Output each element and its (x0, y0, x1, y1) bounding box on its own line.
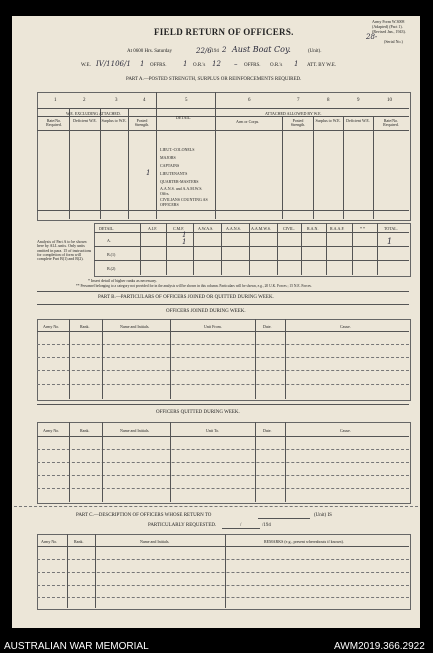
part-a-title: PART A.—POSTED STRENGTH, SURPLUS OR REINFORCEMENTS REQUIRED. (126, 77, 302, 82)
analysis-header: DETAIL. (99, 226, 115, 231)
divider (221, 223, 222, 275)
divider (285, 422, 286, 502)
col-number: 5 (185, 98, 188, 103)
divider (215, 92, 216, 219)
divider (37, 130, 409, 131)
footer-source: AUSTRALIAN WAR MEMORIAL (4, 641, 149, 652)
quitted-header: Rank. (80, 428, 90, 433)
quitted-header: Army No. (43, 428, 60, 433)
serial-label: (Serial No.) (384, 39, 403, 44)
offrs2-label: OFFRS. (244, 63, 261, 68)
divider (37, 546, 409, 547)
sub-header: Deficient W.E. (73, 118, 97, 123)
rank-label: MAJORS (160, 155, 176, 160)
divider (94, 260, 409, 261)
row-line (37, 475, 409, 476)
analysis-header: A.A.N.S. (226, 226, 241, 231)
cmf-value-a: 1 (182, 238, 187, 246)
part-c-header: REMARKS (e.g., present whereabouts if known). (264, 539, 344, 544)
col-number: 6 (248, 98, 251, 103)
row-line (37, 572, 409, 573)
row-line (37, 585, 409, 586)
divider (285, 319, 286, 399)
joined-title: OFFICERS JOINED DURING WEEK. (166, 309, 246, 314)
joined-header: Rank. (80, 324, 90, 329)
divider (301, 223, 302, 275)
cmf-value: 1 (182, 231, 187, 239)
divider (313, 116, 314, 219)
col-number: 4 (143, 98, 146, 103)
unit-value: Aust Boat Coy. (232, 45, 291, 54)
divider (37, 116, 409, 117)
quitted-header: Date. (263, 428, 272, 433)
rank-label: LIEUTENANTS (160, 171, 188, 176)
divider (377, 223, 378, 275)
divider (102, 319, 103, 399)
part-c-unit-label: (Unit) IS (314, 513, 332, 518)
divider (37, 210, 409, 211)
form-ref-line2: (Adapted) (Pact 1). (372, 24, 403, 29)
divider (94, 246, 409, 247)
part-c-date-slash: / (240, 523, 242, 528)
analysis-header: A.I.F. (148, 226, 158, 231)
analysis-row-label: B.(2) (107, 266, 116, 271)
analysis-header: A.A.M.W.S. (251, 226, 271, 231)
divider (277, 223, 278, 275)
divider (170, 319, 171, 399)
sub-header: Deficient W.E. (346, 118, 370, 123)
fill-line (258, 518, 310, 519)
divider (37, 436, 409, 437)
analysis-instructions: Analysis of Part A to be shown here by ALL units. Only units omitted in para. 15 of instructions for completion of form will complete Part B(1) and B(2). (37, 239, 92, 262)
sub-header: Surplus to W.E. (101, 118, 127, 123)
divider (37, 304, 409, 305)
offrs-value: 1 (140, 60, 145, 68)
date-value: 22/6 (196, 47, 212, 55)
row-line (37, 384, 409, 385)
divider (37, 108, 409, 109)
att-label: ATT. BY W.E. (307, 63, 337, 68)
col-number: 10 (387, 98, 392, 103)
year-value: 2 (222, 46, 227, 54)
row-line (37, 344, 409, 345)
offrs2-value: – (234, 60, 238, 68)
divider (352, 223, 353, 275)
part-c-header: Army No. (41, 539, 58, 544)
ors2-value: 1 (294, 60, 299, 68)
analysis-header: CIVIL. (283, 226, 295, 231)
form-ref-line3: (Revised Jan., 1943). (372, 29, 406, 34)
sub-header: Surplus to W.E. (315, 118, 341, 123)
analysis-header: R.A.N. (307, 226, 319, 231)
divider (156, 92, 157, 219)
divider (255, 422, 256, 502)
year-label: /194 (210, 49, 219, 54)
joined-header: Date. (263, 324, 272, 329)
detail-label: DETAIL. (176, 115, 192, 120)
quitted-table (37, 422, 411, 504)
divider (166, 223, 167, 275)
analysis-header: R.A.A.F. (330, 226, 345, 231)
divider (225, 534, 226, 608)
sub-header: Posted Strength. (290, 118, 306, 127)
col-number: 9 (357, 98, 360, 103)
quitted-title: OFFICERS QUITTED DURING WEEK. (156, 410, 240, 415)
divider (249, 223, 250, 275)
fold-line (14, 506, 418, 507)
we-excluding-label: W.E. EXCLUDING ATTACHED. (66, 111, 121, 116)
ors-value: 12 (212, 60, 221, 68)
divider (69, 319, 70, 399)
analysis-row-label: A. (107, 238, 111, 243)
quitted-header: Cause. (340, 428, 351, 433)
rank-label: CAPTAINS (160, 163, 180, 168)
sub-header: Arm or Corps. (236, 119, 260, 124)
divider (69, 422, 70, 502)
divider (193, 223, 194, 275)
analysis-header: A.W.A.S. (198, 226, 214, 231)
divider (67, 534, 68, 608)
row-line (37, 559, 409, 560)
ors-label: O.R.'s (193, 63, 206, 68)
sub-header: Rate/No. Required. (46, 118, 62, 127)
part-c-header: Rank. (74, 539, 84, 544)
joined-header: Cause. (340, 324, 351, 329)
serial-value: 28- (366, 33, 378, 41)
divider (37, 331, 409, 332)
we-label: W.E. (81, 63, 91, 68)
col-number: 2 (83, 98, 86, 103)
unit-label: (Unit). (308, 49, 322, 54)
divider (102, 422, 103, 502)
we-value: IV/1106/1 (96, 60, 131, 68)
footnote-2: ** Personnel belonging to a category not provided for in the analysis will be shown in this column. Particulars will be shown, e.g., 20 U.K. Forces ; 15 N.E. Forces. (76, 284, 312, 288)
part-b-title: PART B.—PARTICULARS OF OFFICERS JOINED OR QUITTED DURING WEEK. (98, 295, 274, 300)
divider (37, 404, 409, 405)
row-line (37, 370, 409, 371)
divider (69, 108, 70, 219)
offrs-label: OFFRS. (150, 63, 167, 68)
quitted-header: Name and Initials. (120, 428, 150, 433)
analysis-header: * * (360, 226, 365, 231)
joined-header: Unit From. (204, 324, 222, 329)
col-number: 1 (54, 98, 57, 103)
divider (100, 108, 101, 219)
sub-header: Rate/No. Required. (383, 118, 399, 127)
part-c-title: PART C.—DESCRIPTION OF OFFICERS WHOSE RETURN TO (76, 513, 212, 518)
part-c-year: /194 (262, 523, 271, 528)
posted-strength-value: 1 (146, 169, 151, 177)
divider (373, 116, 374, 219)
divider (326, 223, 327, 275)
analysis-row-label: B.(1) (107, 252, 116, 257)
divider (282, 116, 283, 219)
divider (343, 116, 344, 219)
joined-header: Name and Initials. (120, 324, 150, 329)
rank-label: CIVILIANS COUNTING AS OFFICERS (160, 197, 208, 207)
form-title: FIELD RETURN OF OFFICERS. (154, 27, 294, 37)
quitted-header: Unit To. (206, 428, 220, 433)
rank-label: A.A.N.S. and A.A.M.W.S. Offrs. (160, 186, 203, 196)
row-line (37, 488, 409, 489)
col-number: 3 (115, 98, 118, 103)
divider (140, 223, 141, 275)
divider (37, 291, 409, 292)
attached-allowed-label: ATTACHED ALLOWED BY W.E. (265, 111, 322, 116)
footnote-1: * Insert detail of higher ranks as necessary. (88, 278, 157, 283)
offrs-count: 1 (183, 60, 188, 68)
row-line (37, 597, 409, 598)
rank-label: QUARTER-MASTERS (160, 179, 199, 184)
divider (255, 319, 256, 399)
row-line (37, 449, 409, 450)
ors2-label: O.R.'s (270, 63, 283, 68)
col-number: 7 (297, 98, 300, 103)
analysis-header: C.M.F. (173, 226, 185, 231)
fill-line (222, 528, 260, 529)
row-line (37, 462, 409, 463)
analysis-header: TOTAL. (384, 226, 398, 231)
part-c-header: Name and Initials. (140, 539, 170, 544)
row-line (37, 357, 409, 358)
divider (95, 534, 96, 608)
total-value: 1 (387, 237, 393, 246)
joined-header: Army No. (43, 324, 60, 329)
part-c-line2: PARTICULARLY REQUESTED. (148, 523, 217, 528)
rank-label: LIEUT.-COLONELS (160, 147, 195, 152)
at-label: At 0600 Hrs. Saturday (127, 49, 172, 54)
sub-header: Posted Strength. (134, 118, 150, 127)
col-number: 8 (327, 98, 330, 103)
divider (94, 232, 409, 233)
form-ref-line1: Army Form W.3008 (372, 19, 405, 24)
divider (170, 422, 171, 502)
footer-accession: AWM2019.366.2922 (334, 641, 425, 652)
